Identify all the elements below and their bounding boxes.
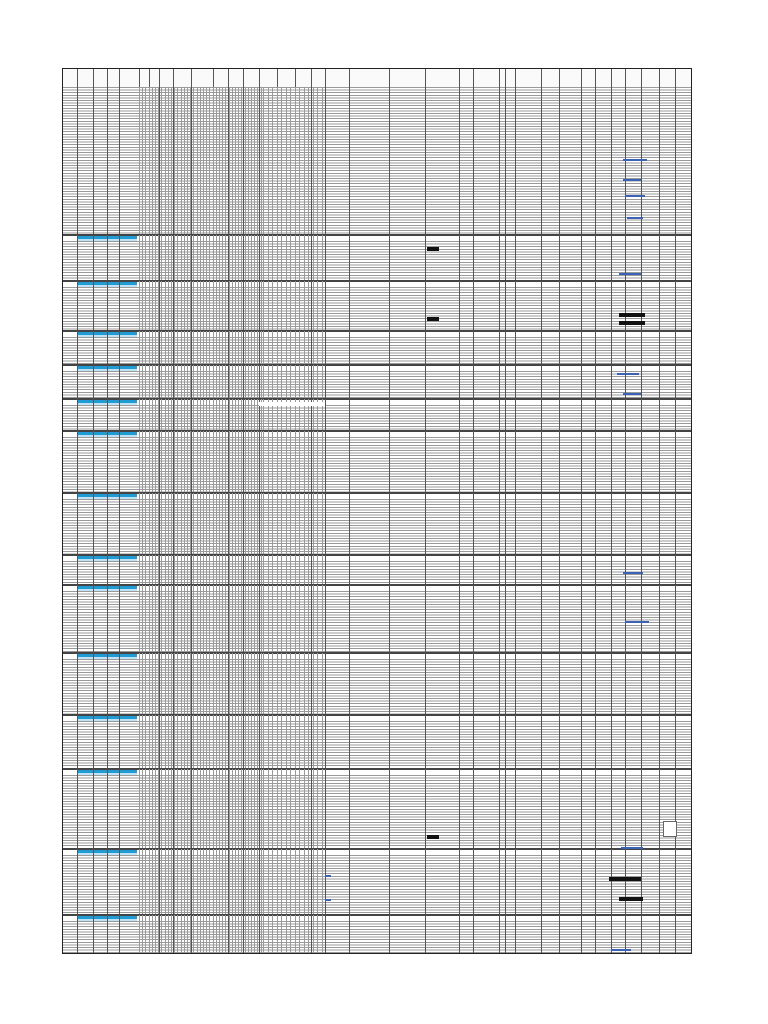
header-column-divider bbox=[93, 69, 94, 87]
data-rows bbox=[63, 921, 691, 954]
header-column-divider bbox=[581, 69, 582, 87]
filled-cell bbox=[427, 247, 439, 251]
filled-cell bbox=[609, 877, 641, 881]
hyperlink-cell[interactable] bbox=[623, 393, 641, 395]
data-section bbox=[63, 331, 691, 365]
empty-cell-box bbox=[663, 821, 677, 837]
data-section bbox=[63, 769, 691, 849]
data-section bbox=[63, 235, 691, 281]
header-column-divider bbox=[541, 69, 542, 87]
data-rows bbox=[63, 87, 691, 235]
hyperlink-cell[interactable] bbox=[627, 217, 643, 219]
header-column-divider bbox=[159, 69, 160, 87]
data-rows bbox=[63, 591, 691, 653]
data-rows bbox=[63, 337, 691, 365]
header-column-divider bbox=[349, 69, 350, 87]
header-column-divider bbox=[515, 69, 516, 87]
data-section bbox=[63, 849, 691, 915]
data-section bbox=[63, 915, 691, 954]
header-column-divider bbox=[119, 69, 120, 87]
header-column-divider bbox=[641, 69, 642, 87]
header-column-divider bbox=[277, 69, 278, 87]
hyperlink-cell[interactable] bbox=[623, 159, 647, 161]
header-column-divider bbox=[595, 69, 596, 87]
hyperlink-cell[interactable] bbox=[621, 847, 643, 849]
header-column-divider bbox=[473, 69, 474, 87]
header-column-divider bbox=[213, 69, 214, 87]
data-rows bbox=[63, 561, 691, 585]
header-column-divider bbox=[228, 69, 229, 87]
filled-cell bbox=[619, 321, 645, 325]
filled-cell bbox=[427, 835, 439, 839]
data-section bbox=[63, 585, 691, 653]
header-column-divider bbox=[559, 69, 560, 87]
data-section bbox=[63, 365, 691, 399]
data-rows bbox=[63, 775, 691, 849]
header-column-divider bbox=[139, 69, 140, 87]
header-column-divider bbox=[425, 69, 426, 87]
header-column-divider bbox=[149, 69, 150, 87]
header-column-divider bbox=[191, 69, 192, 87]
header-column-divider bbox=[107, 69, 108, 87]
header-column-divider bbox=[295, 69, 296, 87]
column-header-row bbox=[63, 69, 691, 88]
header-column-divider bbox=[259, 69, 260, 87]
header-column-divider bbox=[389, 69, 390, 87]
header-column-divider bbox=[77, 69, 78, 87]
hyperlink-cell[interactable] bbox=[611, 949, 631, 951]
hyperlink-cell[interactable] bbox=[623, 179, 641, 181]
header-column-divider bbox=[659, 69, 660, 87]
data-rows bbox=[63, 499, 691, 555]
data-section bbox=[63, 653, 691, 715]
header-column-divider bbox=[173, 69, 174, 87]
header-column-divider bbox=[611, 69, 612, 87]
data-section bbox=[63, 493, 691, 555]
data-rows bbox=[63, 721, 691, 769]
filled-cell bbox=[619, 313, 645, 317]
hyperlink-cell[interactable] bbox=[625, 621, 649, 623]
data-rows bbox=[63, 855, 691, 915]
data-rows bbox=[63, 437, 691, 493]
header-column-divider bbox=[325, 69, 326, 87]
data-rows bbox=[63, 287, 691, 331]
data-section bbox=[63, 431, 691, 493]
data-section bbox=[63, 399, 691, 431]
data-rows bbox=[63, 241, 691, 281]
data-section bbox=[63, 87, 691, 235]
data-rows bbox=[63, 405, 691, 431]
header-column-divider bbox=[625, 69, 626, 87]
data-rows bbox=[63, 371, 691, 399]
header-column-divider bbox=[311, 69, 312, 87]
header-column-divider bbox=[675, 69, 676, 87]
data-section bbox=[63, 715, 691, 769]
hyperlink-cell[interactable] bbox=[619, 273, 641, 275]
hyperlink-cell[interactable] bbox=[325, 899, 331, 901]
data-section bbox=[63, 281, 691, 331]
filled-cell bbox=[619, 897, 643, 901]
merged-cell bbox=[259, 402, 325, 406]
header-column-divider bbox=[505, 69, 506, 87]
hyperlink-cell[interactable] bbox=[325, 875, 331, 877]
header-column-divider bbox=[459, 69, 460, 87]
hyperlink-cell[interactable] bbox=[617, 373, 639, 375]
header-column-divider bbox=[243, 69, 244, 87]
hyperlink-cell[interactable] bbox=[625, 195, 645, 197]
data-rows bbox=[63, 659, 691, 715]
spreadsheet bbox=[62, 68, 692, 954]
data-section bbox=[63, 555, 691, 585]
header-column-divider bbox=[499, 69, 500, 87]
filled-cell bbox=[427, 317, 439, 321]
hyperlink-cell[interactable] bbox=[623, 572, 643, 574]
